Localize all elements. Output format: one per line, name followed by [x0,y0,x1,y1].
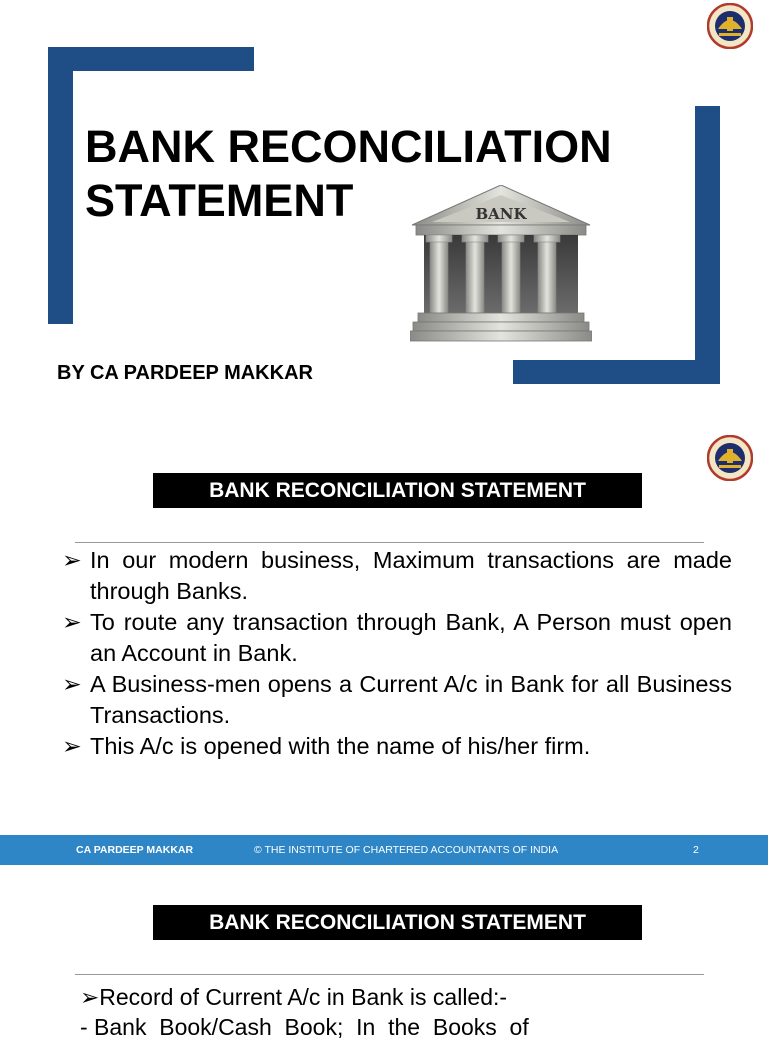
list-item: ➢ This A/c is opened with the name of his/her firm. [62,731,732,762]
list-item: ➢ To route any transaction through Bank, A Person must open an Account in Bank. [62,607,732,669]
list-item: ➢ In our modern business, Maximum transactions are made through Banks. [62,545,732,607]
heading-divider [75,974,704,975]
bullet-arrow-icon: ➢ [62,609,82,635]
frame-right-horizontal [513,360,720,384]
bank-sign-text: BANK [475,205,527,223]
section-heading: BANK RECONCILIATION STATEMENT [153,473,642,508]
bullet-arrow-icon: ➢ [62,733,82,759]
list-item: ➢ A Business-men opens a Current A/c in Bank for all Business Transactions. [62,669,732,731]
slide-footer [0,835,768,865]
page-number: 2 [693,844,699,856]
bullet-arrow-icon: ➢ [62,671,82,697]
title-line-2: STATEMENT [85,175,354,226]
section-heading: BANK RECONCILIATION STATEMENT [153,905,642,940]
heading-divider [75,542,704,543]
bullet-list [62,545,732,762]
bullet-list [80,982,740,1042]
icai-emblem-icon [707,3,753,49]
bullet-arrow-icon: ➢ [62,547,82,573]
title-line-1: BANK RECONCILIATION [85,121,612,172]
slide-title [85,120,685,228]
frame-right-vertical [695,106,720,384]
footer-copyright: © THE INSTITUTE OF CHARTERED ACCOUNTANTS OF INDIA [254,844,559,856]
author-byline: BY CA PARDEEP MAKKAR [57,362,313,384]
list-item: ➢Record of Current A/c in Bank is called:- [80,984,508,1010]
icai-emblem-icon [707,435,753,481]
frame-left-horizontal [48,47,254,71]
frame-left-vertical [48,47,73,324]
bank-building-icon [410,185,592,347]
footer-author: CA PARDEEP MAKKAR [76,844,194,856]
list-item: - Bank Book/Cash Book; In the Books of [80,1014,529,1040]
